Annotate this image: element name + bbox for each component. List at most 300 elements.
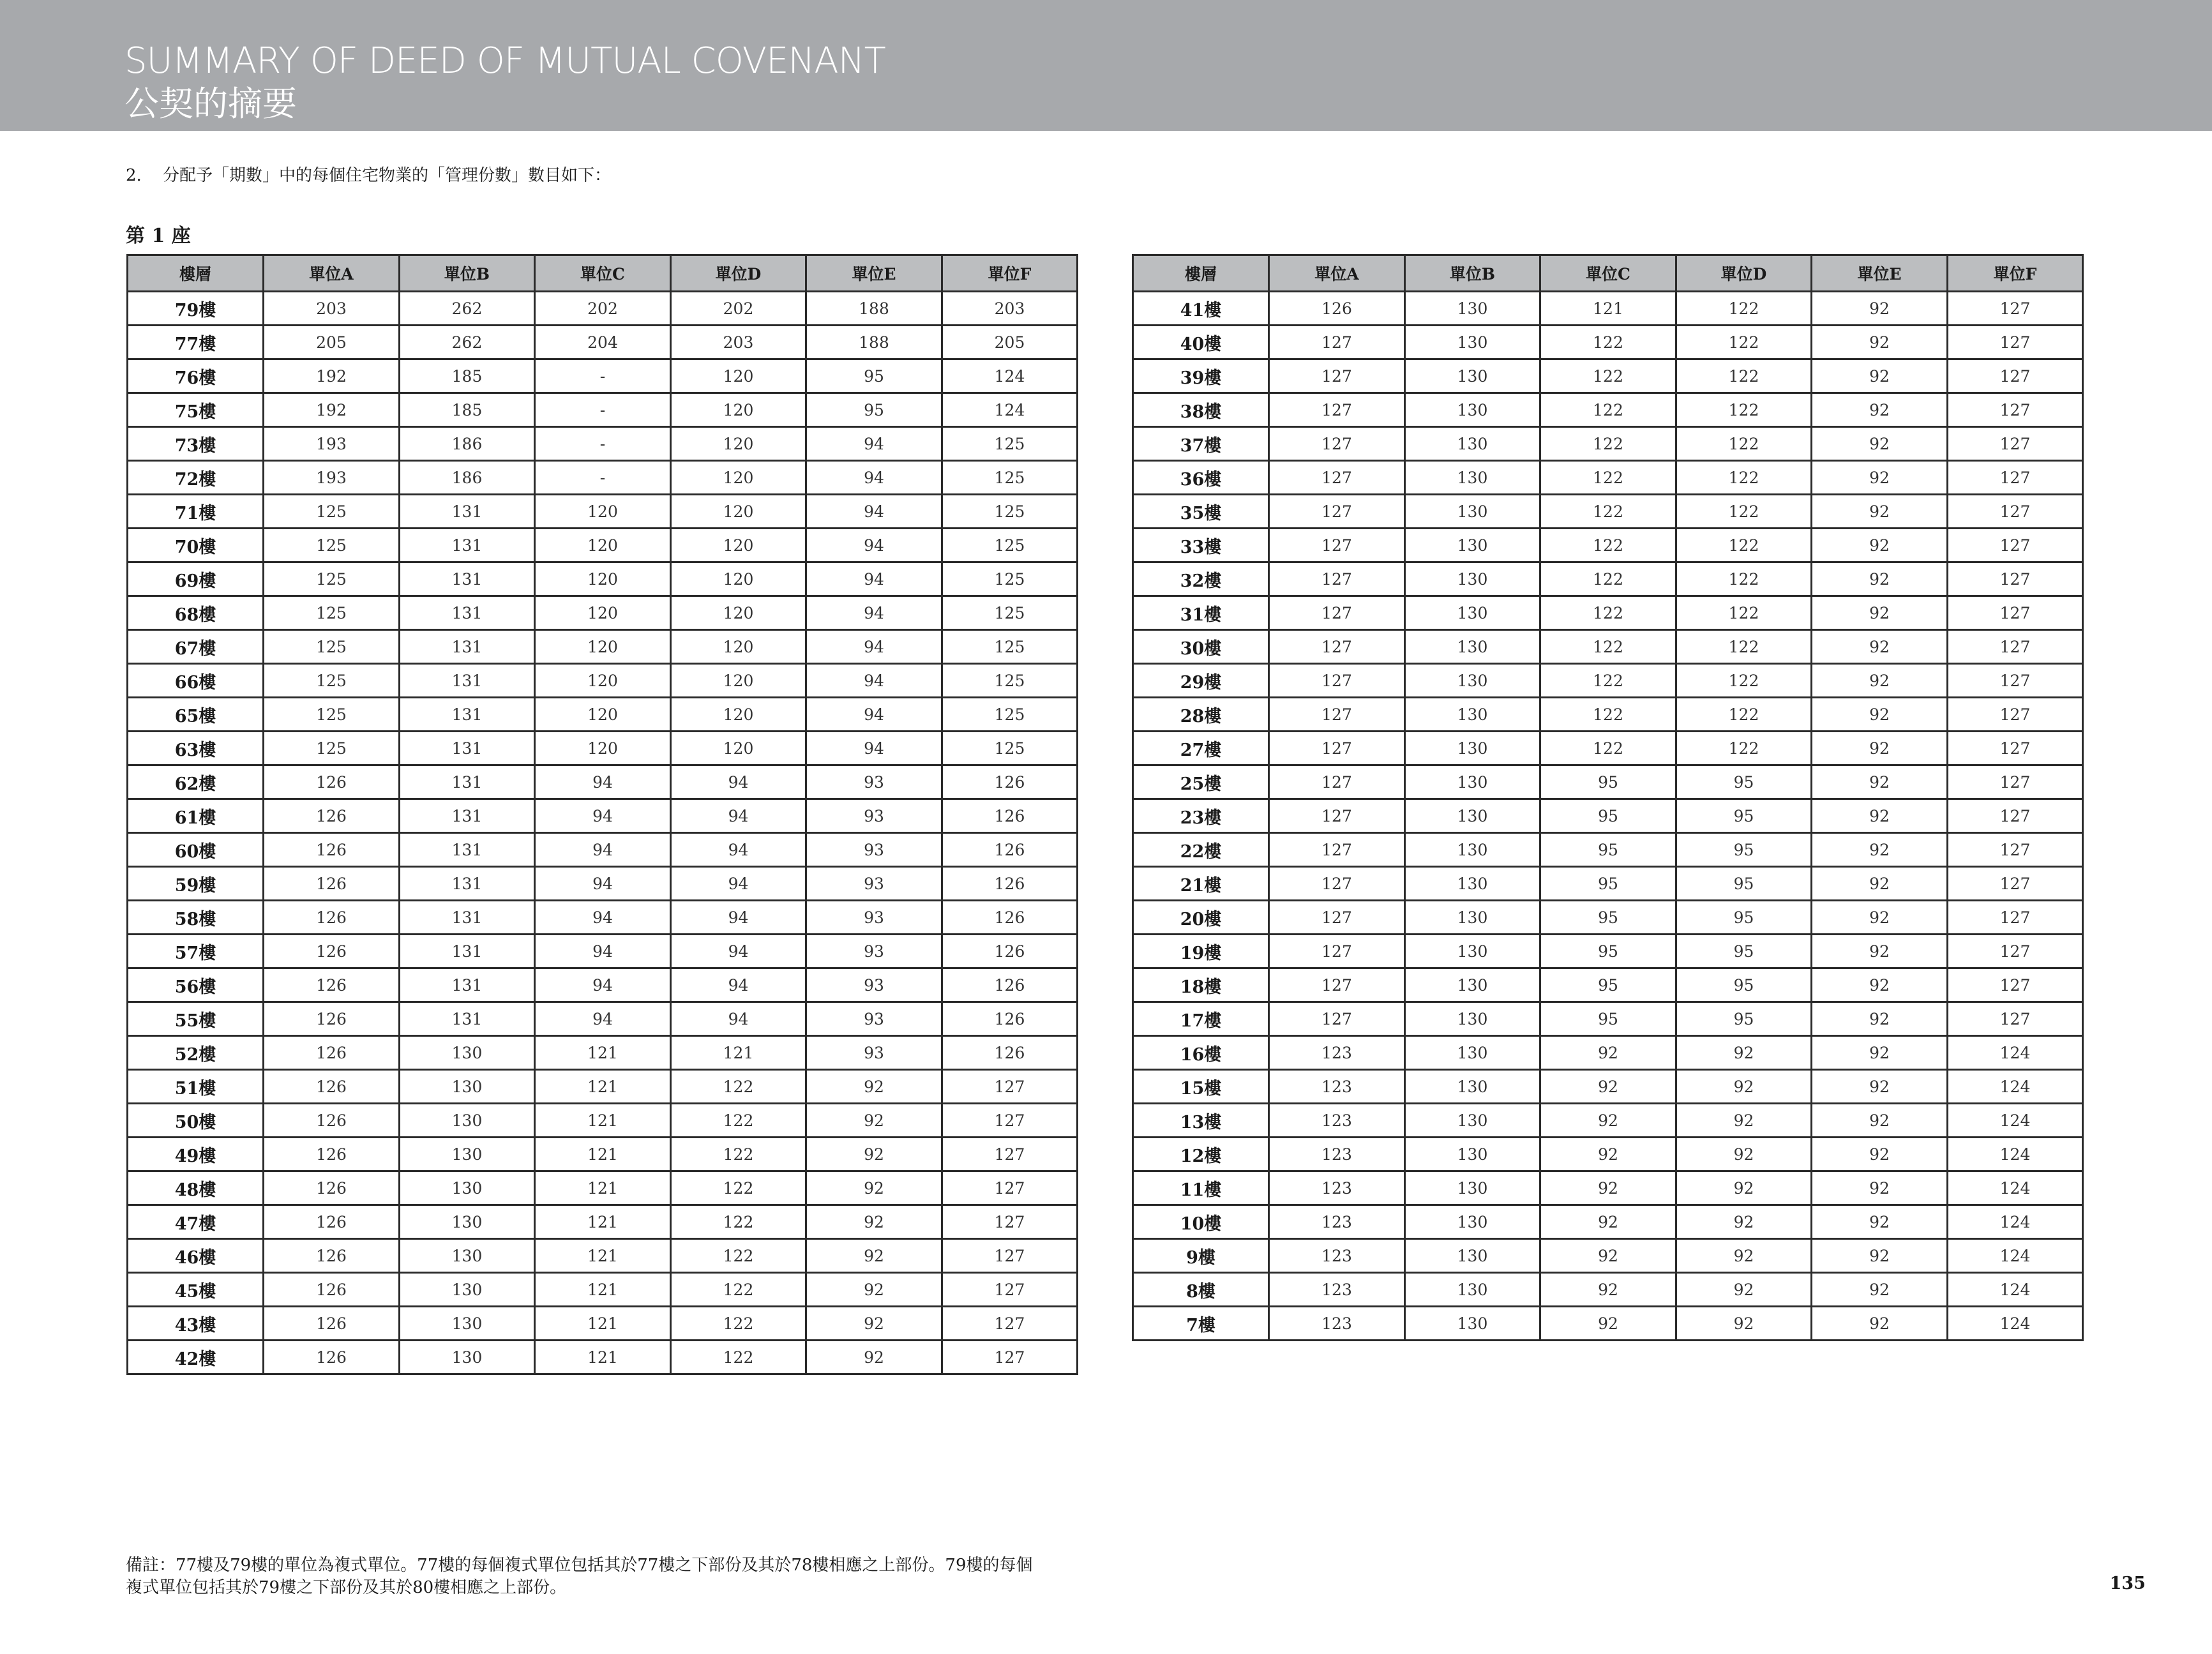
share-value: 92 xyxy=(806,1341,942,1374)
table-row xyxy=(128,833,1078,867)
share-value: 120 xyxy=(671,359,806,393)
share-value: 122 xyxy=(1540,495,1676,529)
share-value: 127 xyxy=(1269,799,1405,833)
share-value: 120 xyxy=(671,698,806,732)
share-value: 122 xyxy=(1540,461,1676,495)
table-row xyxy=(128,799,1078,833)
share-value: 122 xyxy=(671,1239,806,1273)
share-value: 127 xyxy=(1269,698,1405,732)
share-value: 121 xyxy=(535,1273,671,1307)
share-value: 130 xyxy=(400,1104,535,1138)
table-header-row xyxy=(128,255,1078,292)
floor-label: 71樓 xyxy=(128,495,264,529)
column-header-unit: 單位F xyxy=(942,255,1078,292)
share-value: 122 xyxy=(1540,562,1676,596)
share-value: 127 xyxy=(1269,393,1405,427)
share-value: 93 xyxy=(806,867,942,901)
share-value: 123 xyxy=(1269,1171,1405,1205)
share-value: 92 xyxy=(1676,1205,1812,1239)
table-row xyxy=(1133,1070,2083,1104)
share-value: 121 xyxy=(535,1070,671,1104)
share-value: 126 xyxy=(264,1138,400,1171)
share-value: 130 xyxy=(1405,326,1540,359)
share-value: 92 xyxy=(1676,1307,1812,1341)
share-value: 130 xyxy=(1405,427,1540,461)
table-row xyxy=(1133,596,2083,630)
management-shares-table-lower-floors xyxy=(1132,254,2084,1341)
share-value: 126 xyxy=(264,901,400,935)
share-value: 92 xyxy=(1812,359,1948,393)
floor-label: 79樓 xyxy=(128,292,264,326)
floor-label: 17樓 xyxy=(1133,1002,1269,1036)
share-value: 121 xyxy=(535,1307,671,1341)
share-value: 192 xyxy=(264,359,400,393)
share-value: 92 xyxy=(1676,1070,1812,1104)
share-value: 92 xyxy=(1812,292,1948,326)
share-value: 131 xyxy=(400,664,535,698)
share-value: 131 xyxy=(400,901,535,935)
share-value: 131 xyxy=(400,698,535,732)
table-row xyxy=(128,596,1078,630)
share-value: 92 xyxy=(1812,833,1948,867)
share-value: 95 xyxy=(1676,867,1812,901)
floor-label: 76樓 xyxy=(128,359,264,393)
share-value: 94 xyxy=(806,732,942,765)
share-value: 193 xyxy=(264,427,400,461)
share-value: 120 xyxy=(671,495,806,529)
share-value: 122 xyxy=(671,1307,806,1341)
floor-label: 30樓 xyxy=(1133,630,1269,664)
share-value: 127 xyxy=(1948,529,2083,562)
share-value: 126 xyxy=(942,867,1078,901)
share-value: 125 xyxy=(264,698,400,732)
share-value: 127 xyxy=(1269,427,1405,461)
share-value: 95 xyxy=(1676,1002,1812,1036)
share-value: 92 xyxy=(1812,529,1948,562)
share-value: 120 xyxy=(671,461,806,495)
share-value: 130 xyxy=(400,1171,535,1205)
share-value: 92 xyxy=(806,1171,942,1205)
share-value: 92 xyxy=(1812,461,1948,495)
share-value: 127 xyxy=(1948,732,2083,765)
share-value: 94 xyxy=(671,833,806,867)
share-value: 93 xyxy=(806,968,942,1002)
share-value: 94 xyxy=(806,698,942,732)
share-value: 92 xyxy=(1540,1239,1676,1273)
remark-line-1: 備註：77樓及79樓的單位為複式單位。77樓的每個複式單位包括其於77樓之下部份及其於78樓相應之上部份。79樓的每個 xyxy=(126,1556,1033,1575)
share-value: 123 xyxy=(1269,1205,1405,1239)
table-row xyxy=(128,732,1078,765)
share-value: 122 xyxy=(1676,664,1812,698)
share-value: 120 xyxy=(671,393,806,427)
floor-label: 73樓 xyxy=(128,427,264,461)
share-value: 127 xyxy=(1948,698,2083,732)
share-value: 92 xyxy=(1812,1104,1948,1138)
table-row xyxy=(128,326,1078,359)
share-value: 122 xyxy=(1540,630,1676,664)
share-value: 126 xyxy=(264,968,400,1002)
share-value: 130 xyxy=(1405,393,1540,427)
table-row xyxy=(128,1273,1078,1307)
floor-label: 55樓 xyxy=(128,1002,264,1036)
floor-label: 56樓 xyxy=(128,968,264,1002)
table-row xyxy=(128,1341,1078,1374)
share-value: 122 xyxy=(1540,596,1676,630)
share-value: 93 xyxy=(806,1002,942,1036)
share-value: 126 xyxy=(942,833,1078,867)
share-value: 205 xyxy=(942,326,1078,359)
share-value: 130 xyxy=(1405,1205,1540,1239)
floor-label: 9樓 xyxy=(1133,1239,1269,1273)
table-row xyxy=(128,698,1078,732)
floor-label: 46樓 xyxy=(128,1239,264,1273)
share-value: 122 xyxy=(1540,427,1676,461)
share-value: 125 xyxy=(942,698,1078,732)
share-value: 122 xyxy=(1540,393,1676,427)
table-row xyxy=(1133,1171,2083,1205)
table-row xyxy=(1133,901,2083,935)
share-value: 92 xyxy=(1540,1205,1676,1239)
share-value: 203 xyxy=(671,326,806,359)
share-value: 92 xyxy=(806,1307,942,1341)
floor-label: 66樓 xyxy=(128,664,264,698)
share-value: 95 xyxy=(1676,968,1812,1002)
share-value: 130 xyxy=(1405,765,1540,799)
share-value: 130 xyxy=(1405,901,1540,935)
share-value: 203 xyxy=(264,292,400,326)
share-value: 94 xyxy=(535,867,671,901)
share-value: 124 xyxy=(1948,1036,2083,1070)
share-value: 130 xyxy=(1405,596,1540,630)
share-value: 122 xyxy=(671,1171,806,1205)
share-value: 188 xyxy=(806,292,942,326)
share-value: 122 xyxy=(1676,596,1812,630)
floor-label: 29樓 xyxy=(1133,664,1269,698)
share-value: 120 xyxy=(535,596,671,630)
table-row xyxy=(128,901,1078,935)
floor-label: 43樓 xyxy=(128,1307,264,1341)
share-value: 121 xyxy=(1540,292,1676,326)
share-value: 188 xyxy=(806,326,942,359)
share-value: 120 xyxy=(535,732,671,765)
share-value: 125 xyxy=(942,495,1078,529)
share-value: 127 xyxy=(942,1273,1078,1307)
floor-label: 40樓 xyxy=(1133,326,1269,359)
share-value: 92 xyxy=(1676,1171,1812,1205)
share-value: 95 xyxy=(1540,765,1676,799)
floor-label: 36樓 xyxy=(1133,461,1269,495)
share-value: 121 xyxy=(535,1239,671,1273)
share-value: 127 xyxy=(1269,935,1405,968)
table-row xyxy=(1133,1138,2083,1171)
share-value: 130 xyxy=(1405,562,1540,596)
share-value: 94 xyxy=(806,630,942,664)
share-value: 92 xyxy=(1676,1036,1812,1070)
share-value: 123 xyxy=(1269,1307,1405,1341)
share-value: 127 xyxy=(1269,833,1405,867)
share-value: 127 xyxy=(1269,359,1405,393)
table-row xyxy=(1133,1104,2083,1138)
floor-label: 47樓 xyxy=(128,1205,264,1239)
share-value: 125 xyxy=(264,596,400,630)
share-value: 121 xyxy=(535,1138,671,1171)
share-value: 122 xyxy=(1676,461,1812,495)
table-row xyxy=(1133,292,2083,326)
share-value: 122 xyxy=(671,1341,806,1374)
page-number: 135 xyxy=(2109,1574,2146,1593)
share-value: 126 xyxy=(264,1104,400,1138)
share-value: 122 xyxy=(1676,630,1812,664)
share-value: 92 xyxy=(1812,799,1948,833)
share-value: 185 xyxy=(400,393,535,427)
share-value: 123 xyxy=(1269,1070,1405,1104)
share-value: 131 xyxy=(400,867,535,901)
share-value: 92 xyxy=(1812,596,1948,630)
share-value: 127 xyxy=(1948,562,2083,596)
share-value: 127 xyxy=(942,1070,1078,1104)
share-value: 122 xyxy=(1676,698,1812,732)
share-value: 125 xyxy=(942,630,1078,664)
floor-label: 38樓 xyxy=(1133,393,1269,427)
share-value: 121 xyxy=(535,1341,671,1374)
floor-label: 19樓 xyxy=(1133,935,1269,968)
share-value: 130 xyxy=(400,1036,535,1070)
share-value: 123 xyxy=(1269,1138,1405,1171)
share-value: 127 xyxy=(1948,867,2083,901)
share-value: 120 xyxy=(535,664,671,698)
share-value: 125 xyxy=(264,562,400,596)
table-row xyxy=(128,562,1078,596)
share-value: 92 xyxy=(1812,1138,1948,1171)
share-value: 131 xyxy=(400,596,535,630)
table-row xyxy=(128,630,1078,664)
share-value: 130 xyxy=(1405,867,1540,901)
share-value: 94 xyxy=(535,901,671,935)
share-value: 130 xyxy=(400,1205,535,1239)
share-value: 122 xyxy=(1676,562,1812,596)
floor-label: 41樓 xyxy=(1133,292,1269,326)
share-value: 125 xyxy=(264,732,400,765)
share-value: 94 xyxy=(535,799,671,833)
share-value: 92 xyxy=(806,1205,942,1239)
floor-label: 75樓 xyxy=(128,393,264,427)
share-value: 94 xyxy=(806,529,942,562)
share-value: 192 xyxy=(264,393,400,427)
management-shares-table-upper-floors xyxy=(126,254,1078,1375)
share-value: 92 xyxy=(1812,1002,1948,1036)
share-value: 127 xyxy=(1948,393,2083,427)
share-value: 130 xyxy=(1405,529,1540,562)
share-value: 121 xyxy=(535,1205,671,1239)
share-value: 123 xyxy=(1269,1239,1405,1273)
floor-label: 21樓 xyxy=(1133,867,1269,901)
share-value: 127 xyxy=(1948,630,2083,664)
share-value: 130 xyxy=(1405,799,1540,833)
table-row xyxy=(1133,461,2083,495)
share-value: - xyxy=(535,427,671,461)
floor-label: 48樓 xyxy=(128,1171,264,1205)
floor-label: 25樓 xyxy=(1133,765,1269,799)
table-row xyxy=(128,1036,1078,1070)
table-row xyxy=(1133,495,2083,529)
table-row xyxy=(128,867,1078,901)
share-value: 125 xyxy=(264,664,400,698)
share-value: 124 xyxy=(1948,1138,2083,1171)
share-value: 125 xyxy=(942,596,1078,630)
share-value: 92 xyxy=(1812,935,1948,968)
share-value: 120 xyxy=(535,529,671,562)
share-value: 94 xyxy=(671,799,806,833)
column-header-unit: 單位A xyxy=(264,255,400,292)
table-row xyxy=(1133,359,2083,393)
table-row xyxy=(1133,562,2083,596)
share-value: 126 xyxy=(942,968,1078,1002)
table-row xyxy=(1133,1205,2083,1239)
share-value: 205 xyxy=(264,326,400,359)
floor-label: 52樓 xyxy=(128,1036,264,1070)
share-value: 127 xyxy=(1269,326,1405,359)
share-value: 130 xyxy=(400,1307,535,1341)
column-header-unit: 單位D xyxy=(1676,255,1812,292)
table-row xyxy=(1133,1273,2083,1307)
share-value: 95 xyxy=(1676,901,1812,935)
share-value: 94 xyxy=(806,664,942,698)
share-value: 92 xyxy=(1812,901,1948,935)
share-value: 130 xyxy=(1405,732,1540,765)
share-value: 92 xyxy=(1676,1273,1812,1307)
share-value: 127 xyxy=(1948,968,2083,1002)
share-value: 127 xyxy=(1948,461,2083,495)
table-row xyxy=(1133,968,2083,1002)
share-value: 122 xyxy=(1676,732,1812,765)
share-value: 127 xyxy=(1269,562,1405,596)
table-row xyxy=(1133,529,2083,562)
share-value: 125 xyxy=(942,529,1078,562)
share-value: 130 xyxy=(1405,292,1540,326)
share-value: 126 xyxy=(942,765,1078,799)
share-value: 93 xyxy=(806,1036,942,1070)
share-value: 92 xyxy=(1540,1070,1676,1104)
share-value: 130 xyxy=(400,1239,535,1273)
floor-label: 16樓 xyxy=(1133,1036,1269,1070)
share-value: 130 xyxy=(1405,1273,1540,1307)
floor-label: 45樓 xyxy=(128,1273,264,1307)
share-value: 127 xyxy=(1948,359,2083,393)
floor-label: 27樓 xyxy=(1133,732,1269,765)
share-value: 127 xyxy=(1948,596,2083,630)
share-value: 122 xyxy=(1676,292,1812,326)
share-value: 95 xyxy=(1676,765,1812,799)
intro-paragraph xyxy=(126,162,611,186)
share-value: 262 xyxy=(400,292,535,326)
share-value: 202 xyxy=(535,292,671,326)
share-value: 126 xyxy=(942,1036,1078,1070)
share-value: 130 xyxy=(1405,495,1540,529)
share-value: 92 xyxy=(806,1070,942,1104)
share-value: 130 xyxy=(1405,359,1540,393)
share-value: 94 xyxy=(671,935,806,968)
share-value: 92 xyxy=(1812,1205,1948,1239)
share-value: 127 xyxy=(1269,461,1405,495)
share-value: 130 xyxy=(400,1070,535,1104)
share-value: 131 xyxy=(400,529,535,562)
share-value: 126 xyxy=(264,799,400,833)
share-value: 94 xyxy=(671,867,806,901)
share-value: 125 xyxy=(264,495,400,529)
share-value: 94 xyxy=(535,1002,671,1036)
table-row xyxy=(128,495,1078,529)
share-value: 120 xyxy=(671,562,806,596)
table-row xyxy=(128,1239,1078,1273)
share-value: 92 xyxy=(806,1138,942,1171)
share-value: 92 xyxy=(1540,1273,1676,1307)
share-value: 131 xyxy=(400,765,535,799)
table-row xyxy=(128,935,1078,968)
share-value: 126 xyxy=(264,1070,400,1104)
table-row xyxy=(128,393,1078,427)
share-value: 92 xyxy=(1676,1138,1812,1171)
share-value: 120 xyxy=(671,596,806,630)
share-value: 122 xyxy=(1676,393,1812,427)
share-value: 127 xyxy=(942,1104,1078,1138)
floor-label: 51樓 xyxy=(128,1070,264,1104)
share-value: 130 xyxy=(400,1138,535,1171)
column-header-unit: 單位E xyxy=(806,255,942,292)
share-value: 130 xyxy=(1405,664,1540,698)
share-value: 126 xyxy=(942,935,1078,968)
floor-label: 60樓 xyxy=(128,833,264,867)
share-value: 131 xyxy=(400,799,535,833)
share-value: 120 xyxy=(671,630,806,664)
share-value: 94 xyxy=(806,495,942,529)
share-value: 130 xyxy=(1405,1002,1540,1036)
share-value: 126 xyxy=(264,1307,400,1341)
share-value: 126 xyxy=(264,867,400,901)
share-value: 95 xyxy=(1540,833,1676,867)
table-row xyxy=(1133,765,2083,799)
share-value: 122 xyxy=(671,1104,806,1138)
share-value: 131 xyxy=(400,833,535,867)
share-value: 92 xyxy=(1812,326,1948,359)
share-value: 92 xyxy=(1812,393,1948,427)
share-value: 94 xyxy=(671,901,806,935)
floor-label: 10樓 xyxy=(1133,1205,1269,1239)
share-value: 127 xyxy=(942,1205,1078,1239)
share-value: 127 xyxy=(1948,1002,2083,1036)
share-value: 126 xyxy=(264,1171,400,1205)
share-value: 92 xyxy=(1812,1273,1948,1307)
share-value: 127 xyxy=(1269,664,1405,698)
share-value: 95 xyxy=(806,359,942,393)
floor-label: 42樓 xyxy=(128,1341,264,1374)
share-value: 120 xyxy=(671,529,806,562)
share-value: 124 xyxy=(1948,1307,2083,1341)
share-value: 94 xyxy=(535,968,671,1002)
share-value: 126 xyxy=(264,765,400,799)
share-value: 127 xyxy=(942,1341,1078,1374)
share-value: 125 xyxy=(942,461,1078,495)
share-value: 126 xyxy=(264,1002,400,1036)
table-row xyxy=(1133,732,2083,765)
share-value: 122 xyxy=(1676,326,1812,359)
share-value: - xyxy=(535,461,671,495)
share-value: 92 xyxy=(1812,1307,1948,1341)
floor-label: 37樓 xyxy=(1133,427,1269,461)
table-header-row xyxy=(1133,255,2083,292)
share-value: 94 xyxy=(535,935,671,968)
floor-label: 33樓 xyxy=(1133,529,1269,562)
share-value: 92 xyxy=(1676,1104,1812,1138)
